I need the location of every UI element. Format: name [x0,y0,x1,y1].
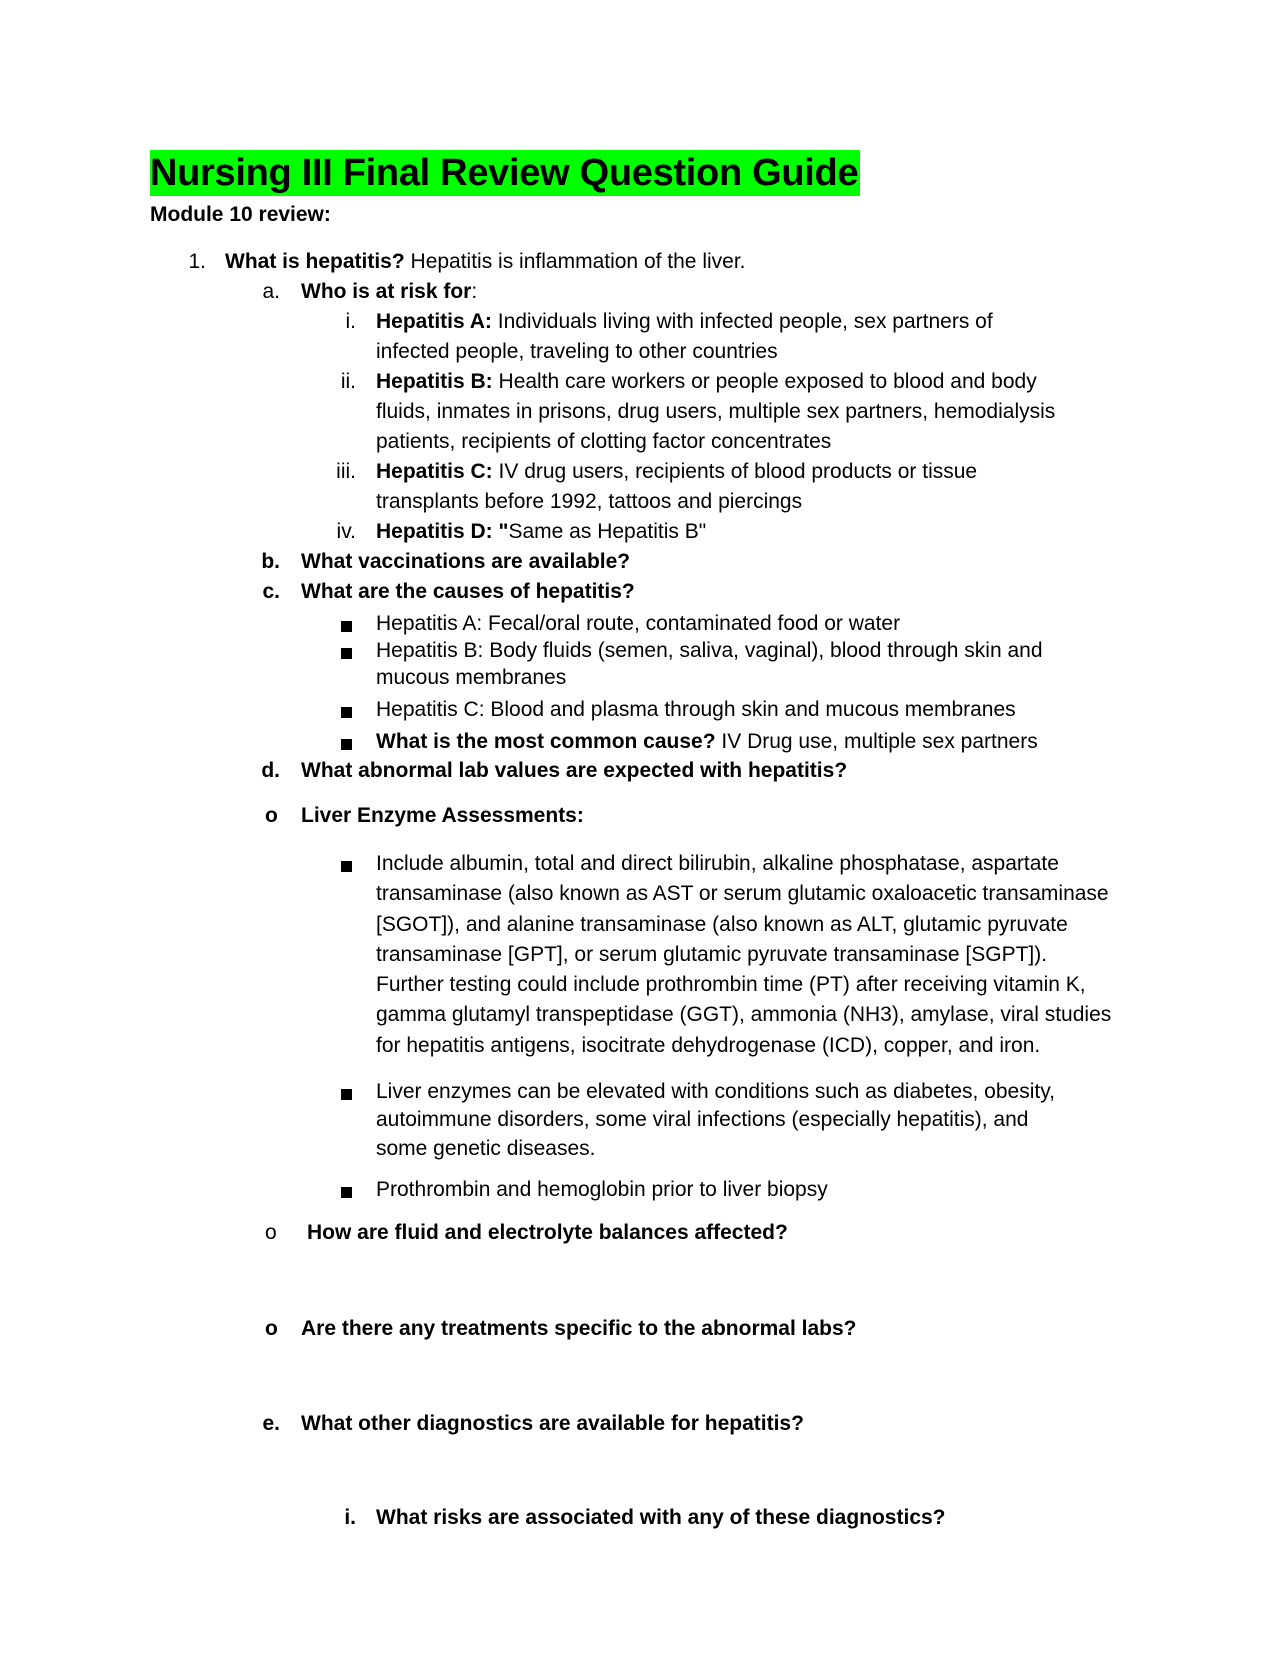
list-roman: iii. [336,460,356,483]
page-title: Nursing III Final Review Question Guide [150,152,859,194]
risk-item-text: Same as Hepatitis B" [508,520,707,543]
enzyme-text: [SGOT]), and alanine transaminase (also known as ALT, glutamic pyruvate [376,913,1068,936]
vaccinations-question: What vaccinations are available? [301,550,631,573]
risk-item-text: fluids, inmates in prisons, drug users, multiple sex partners, hemodialysis [376,400,1056,423]
risk-item-hep-d [376,517,706,547]
bullet-circle-icon: o [265,1221,277,1244]
list-letter: e. [262,1412,280,1435]
cause-item-continued: mucous membranes [376,666,567,689]
enzyme-text: Prothrombin and hemoglobin prior to liver biopsy [376,1178,828,1201]
risk-heading-colon: : [471,280,478,303]
risk-item-label: Hepatitis C: [376,460,493,483]
enzyme-text: Liver enzymes can be elevated with conditions such as diabetes, obesity, [376,1080,1055,1103]
risk-item-text: IV drug users, recipients of blood products or tissue [492,460,978,483]
risk-item-hep-b [376,367,1037,397]
risks-question: What risks are associated with any of these diagnostics? [376,1506,946,1529]
enzyme-text: transaminase (also known as AST or serum glutamic oxaloacetic transaminase [376,882,1109,905]
common-cause-label: What is the most common cause? [376,730,716,753]
risk-heading-label: Who is at risk for [301,280,472,303]
fluid-question: How are fluid and electrolyte balances affected? [307,1221,788,1244]
cause-item: Hepatitis B: Body fluids (semen, saliva, vaginal), blood through skin and [376,639,1043,662]
list-letter: b. [261,550,280,573]
diagnostics-question: What other diagnostics are available for hepatitis? [301,1412,804,1435]
bullet-circle-icon: o [265,1317,278,1340]
common-cause [376,727,1038,757]
enzyme-text: Further testing could include prothrombin time (PT) after receiving vitamin K, [376,973,1086,996]
bullet-circle-icon: o [265,804,278,827]
bullet-square-icon [341,648,352,659]
risk-item-label: Hepatitis B: [376,370,493,393]
bullet-square-icon [341,1187,352,1198]
question-1-label: What is hepatitis? [225,250,405,273]
cause-item: Hepatitis A: Fecal/oral route, contaminated food or water [376,612,901,635]
question-1-answer: Hepatitis is inflammation of the liver. [404,250,746,273]
enzyme-text: gamma glutamyl transpeptidase (GGT), ammonia (NH3), amylase, viral studies [376,1003,1112,1026]
labs-question: What abnormal lab values are expected with hepatitis? [301,759,848,782]
list-roman: i. [344,1506,356,1529]
risk-item-text: patients, recipients of clotting factor concentrates [376,430,832,453]
bullet-square-icon [341,1089,352,1100]
risk-item-text: infected people, traveling to other countries [376,340,778,363]
causes-question: What are the causes of hepatitis? [301,580,635,603]
bullet-square-icon [341,621,352,632]
module-heading: Module 10 review: [150,203,331,226]
risk-item-hep-a [376,307,993,337]
enzyme-text: some genetic diseases. [376,1137,596,1160]
risk-item-text: Individuals living with infected people, sex partners of [491,310,993,333]
risk-item-label: Hepatitis D: " [376,520,509,543]
question-1 [225,247,746,277]
bullet-square-icon [341,861,352,872]
list-letter: d. [261,759,280,782]
bullet-square-icon [341,707,352,718]
common-cause-answer: IV Drug use, multiple sex partners [715,730,1038,753]
treatments-question: Are there any treatments specific to the abnormal labs? [301,1317,857,1340]
enzyme-text: autoimmune disorders, some viral infections (especially hepatitis), and [376,1108,1029,1131]
risk-item-hep-c [376,457,977,487]
enzyme-text: Include albumin, total and direct bilirubin, alkaline phosphatase, aspartate [376,852,1059,875]
list-roman: iv. [336,520,356,543]
bullet-square-icon [341,739,352,750]
list-roman: ii. [340,370,356,393]
list-letter: a. [262,280,280,303]
list-letter: c. [262,580,280,603]
enzyme-text: for hepatitis antigens, isocitrate dehydrogenase (ICD), copper, and iron. [376,1034,1041,1057]
list-number: 1. [188,250,206,273]
list-roman: i. [345,310,356,333]
enzyme-text: transaminase [GPT], or serum glutamic pyruvate transaminase [SGPT]). [376,943,1048,966]
risk-heading [301,277,477,307]
risk-item-text: Health care workers or people exposed to blood and body [492,370,1037,393]
risk-item-label: Hepatitis A: [376,310,492,333]
risk-item-text: transplants before 1992, tattoos and piercings [376,490,803,513]
enzyme-heading: Liver Enzyme Assessments: [301,804,584,827]
cause-item: Hepatitis C: Blood and plasma through skin and mucous membranes [376,698,1016,721]
